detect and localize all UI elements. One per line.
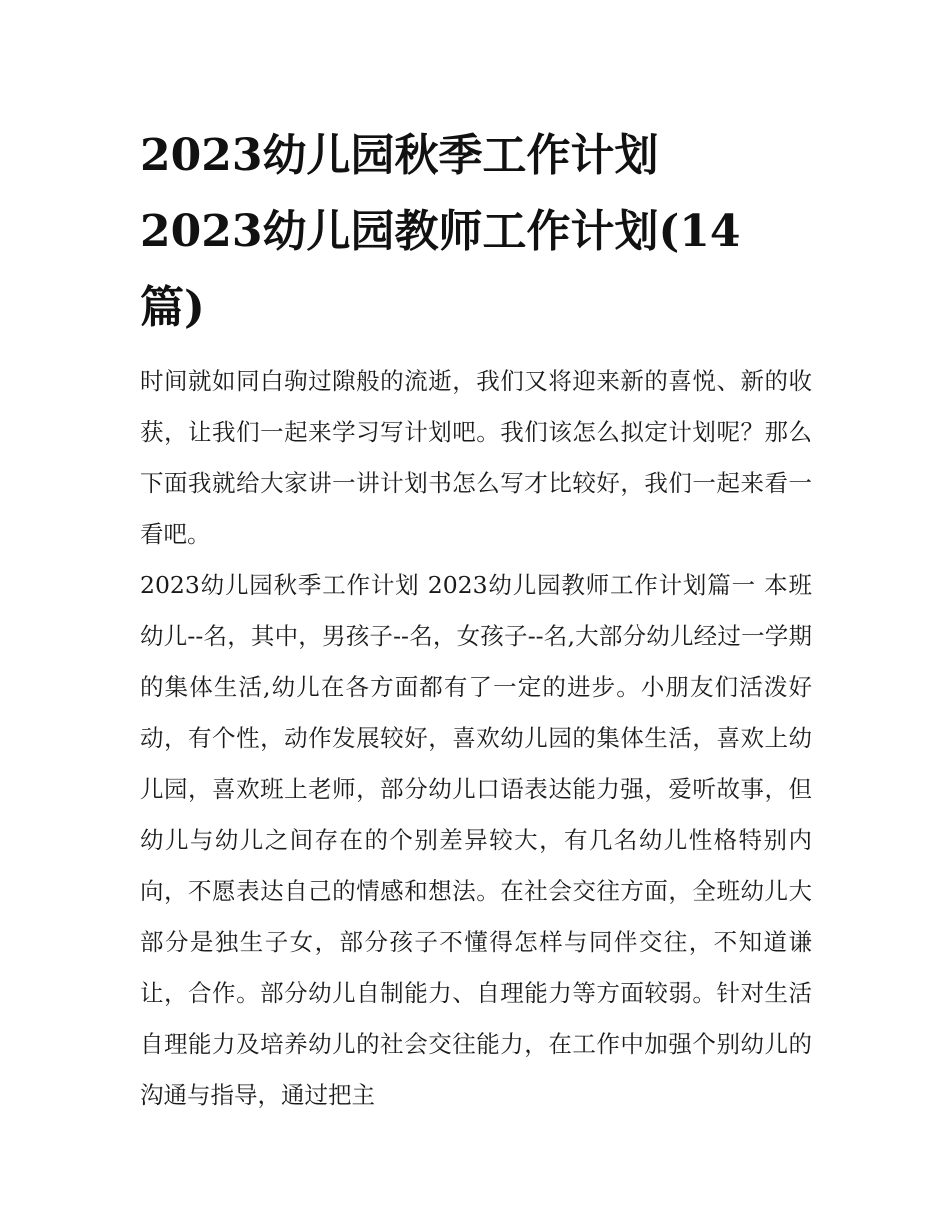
- title-line-3: 篇): [140, 282, 205, 333]
- title-line-2: 2023幼儿园教师工作计划(14: [140, 206, 741, 257]
- document-page: [140, 118, 812, 1121]
- document-title: [140, 118, 812, 346]
- intro-paragraph: 时间就如同白驹过隙般的流逝，我们又将迎来新的喜悦、新的收获，让我们一起来学习写计划吧。我们该怎么拟定计划呢？那么下面我就给大家讲一讲计划书怎么写才比较好，我们一起来看一看吧。: [140, 367, 812, 548]
- body-paragraph: 2023幼儿园秋季工作计划 2023幼儿园教师工作计划篇一 本班幼儿--名，其中，男孩子--名，女孩子--名,大部分幼儿经过一学期的集体生活,幼儿在各方面都有了一定的进步。小朋友们活泼好动，有个性，动作发展较好，喜欢幼儿园的集体生活，喜欢上幼儿园，喜欢班上老师，部分幼儿口语表达能力强，爱听故事，但幼儿与幼儿之间存在的个别差异较大，有几名幼儿性格特别内向，不愿表达自己的情感和想法。在社会交往方面，全班幼儿大部分是独生子女，部分孩子不懂得怎样与同伴交往，不知道谦让，合作。部分幼儿自制能力、自理能力等方面较弱。针对生活自理能力及培养幼儿的社会交往能力，在工作中加强个别幼儿的沟通与指导，通过把主: [140, 571, 812, 1109]
- title-line-1: 2023幼儿园秋季工作计划: [140, 130, 659, 181]
